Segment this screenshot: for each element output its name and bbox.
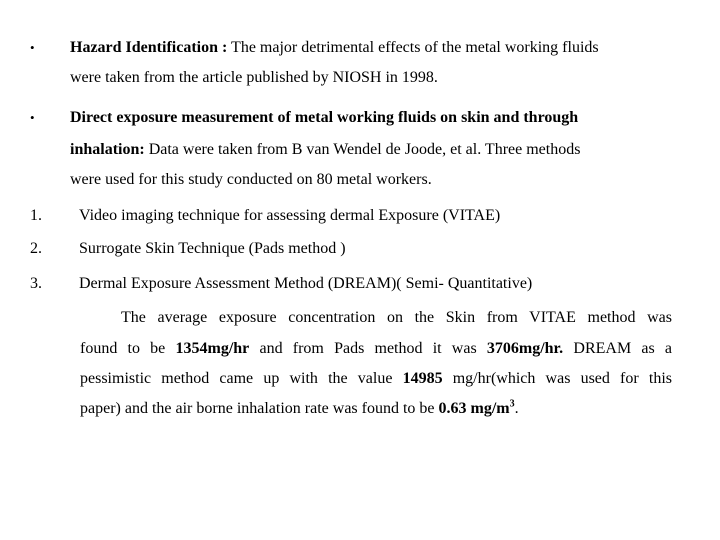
bullet-mark: • bbox=[30, 40, 35, 55]
paragraph-text: . bbox=[514, 400, 519, 417]
hazard-identification-heading: Hazard Identification : bbox=[70, 39, 228, 56]
bullet-direct-exposure-line2 bbox=[70, 140, 580, 160]
dream-value: 14985 bbox=[402, 370, 443, 387]
method-number: 2. bbox=[30, 240, 42, 257]
paragraph-text: and from Pads method it was bbox=[249, 340, 487, 357]
superscript-exponent: 3 bbox=[509, 398, 515, 410]
paragraph-text: mg/hr(which was used for this bbox=[442, 370, 672, 387]
paragraph-text: paper) and the air borne inhalation rate was found to be bbox=[80, 400, 439, 417]
bullet-direct-exposure-line3: were used for this study conducted on 80 metal workers. bbox=[70, 171, 432, 188]
paragraph-line-1: The average exposure concentration on the Skin from VITAE method was bbox=[121, 309, 672, 326]
method-item: Dermal Exposure Assessment Method (DREAM)( Semi- Quantitative) bbox=[79, 275, 533, 292]
bullet-hazard-line2: were taken from the article published by NIOSH in 1998. bbox=[70, 69, 438, 86]
method-number: 3. bbox=[30, 275, 42, 292]
inhalation-rate-value: 0.63 mg/m bbox=[438, 400, 510, 417]
bullet-mark: • bbox=[30, 110, 35, 125]
paragraph-text: DREAM as a bbox=[563, 340, 673, 357]
paragraph-line-2 bbox=[80, 339, 672, 359]
method-item: Surrogate Skin Technique (Pads method ) bbox=[79, 240, 346, 257]
inhalation-text: Data were taken from B van Wendel de Joode, et al. Three methods bbox=[144, 141, 581, 158]
hazard-identification-text: The major detrimental effects of the metal working fluids bbox=[227, 39, 599, 56]
paragraph-line-4 bbox=[80, 399, 672, 419]
paragraph-line-3 bbox=[80, 369, 672, 389]
method-item: Video imaging technique for assessing dermal Exposure (VITAE) bbox=[79, 207, 501, 224]
vitae-value: 1354mg/hr bbox=[175, 340, 250, 357]
paragraph-text: found to be bbox=[80, 340, 176, 357]
inhalation-heading: inhalation: bbox=[70, 141, 145, 158]
bullet-hazard-line1 bbox=[70, 38, 599, 58]
paragraph-text: pessimistic method came up with the value bbox=[80, 370, 403, 387]
bullet-direct-exposure-line1: Direct exposure measurement of metal working fluids on skin and through bbox=[70, 109, 579, 126]
method-number: 1. bbox=[30, 207, 42, 224]
pads-value: 3706mg/hr. bbox=[486, 340, 564, 357]
